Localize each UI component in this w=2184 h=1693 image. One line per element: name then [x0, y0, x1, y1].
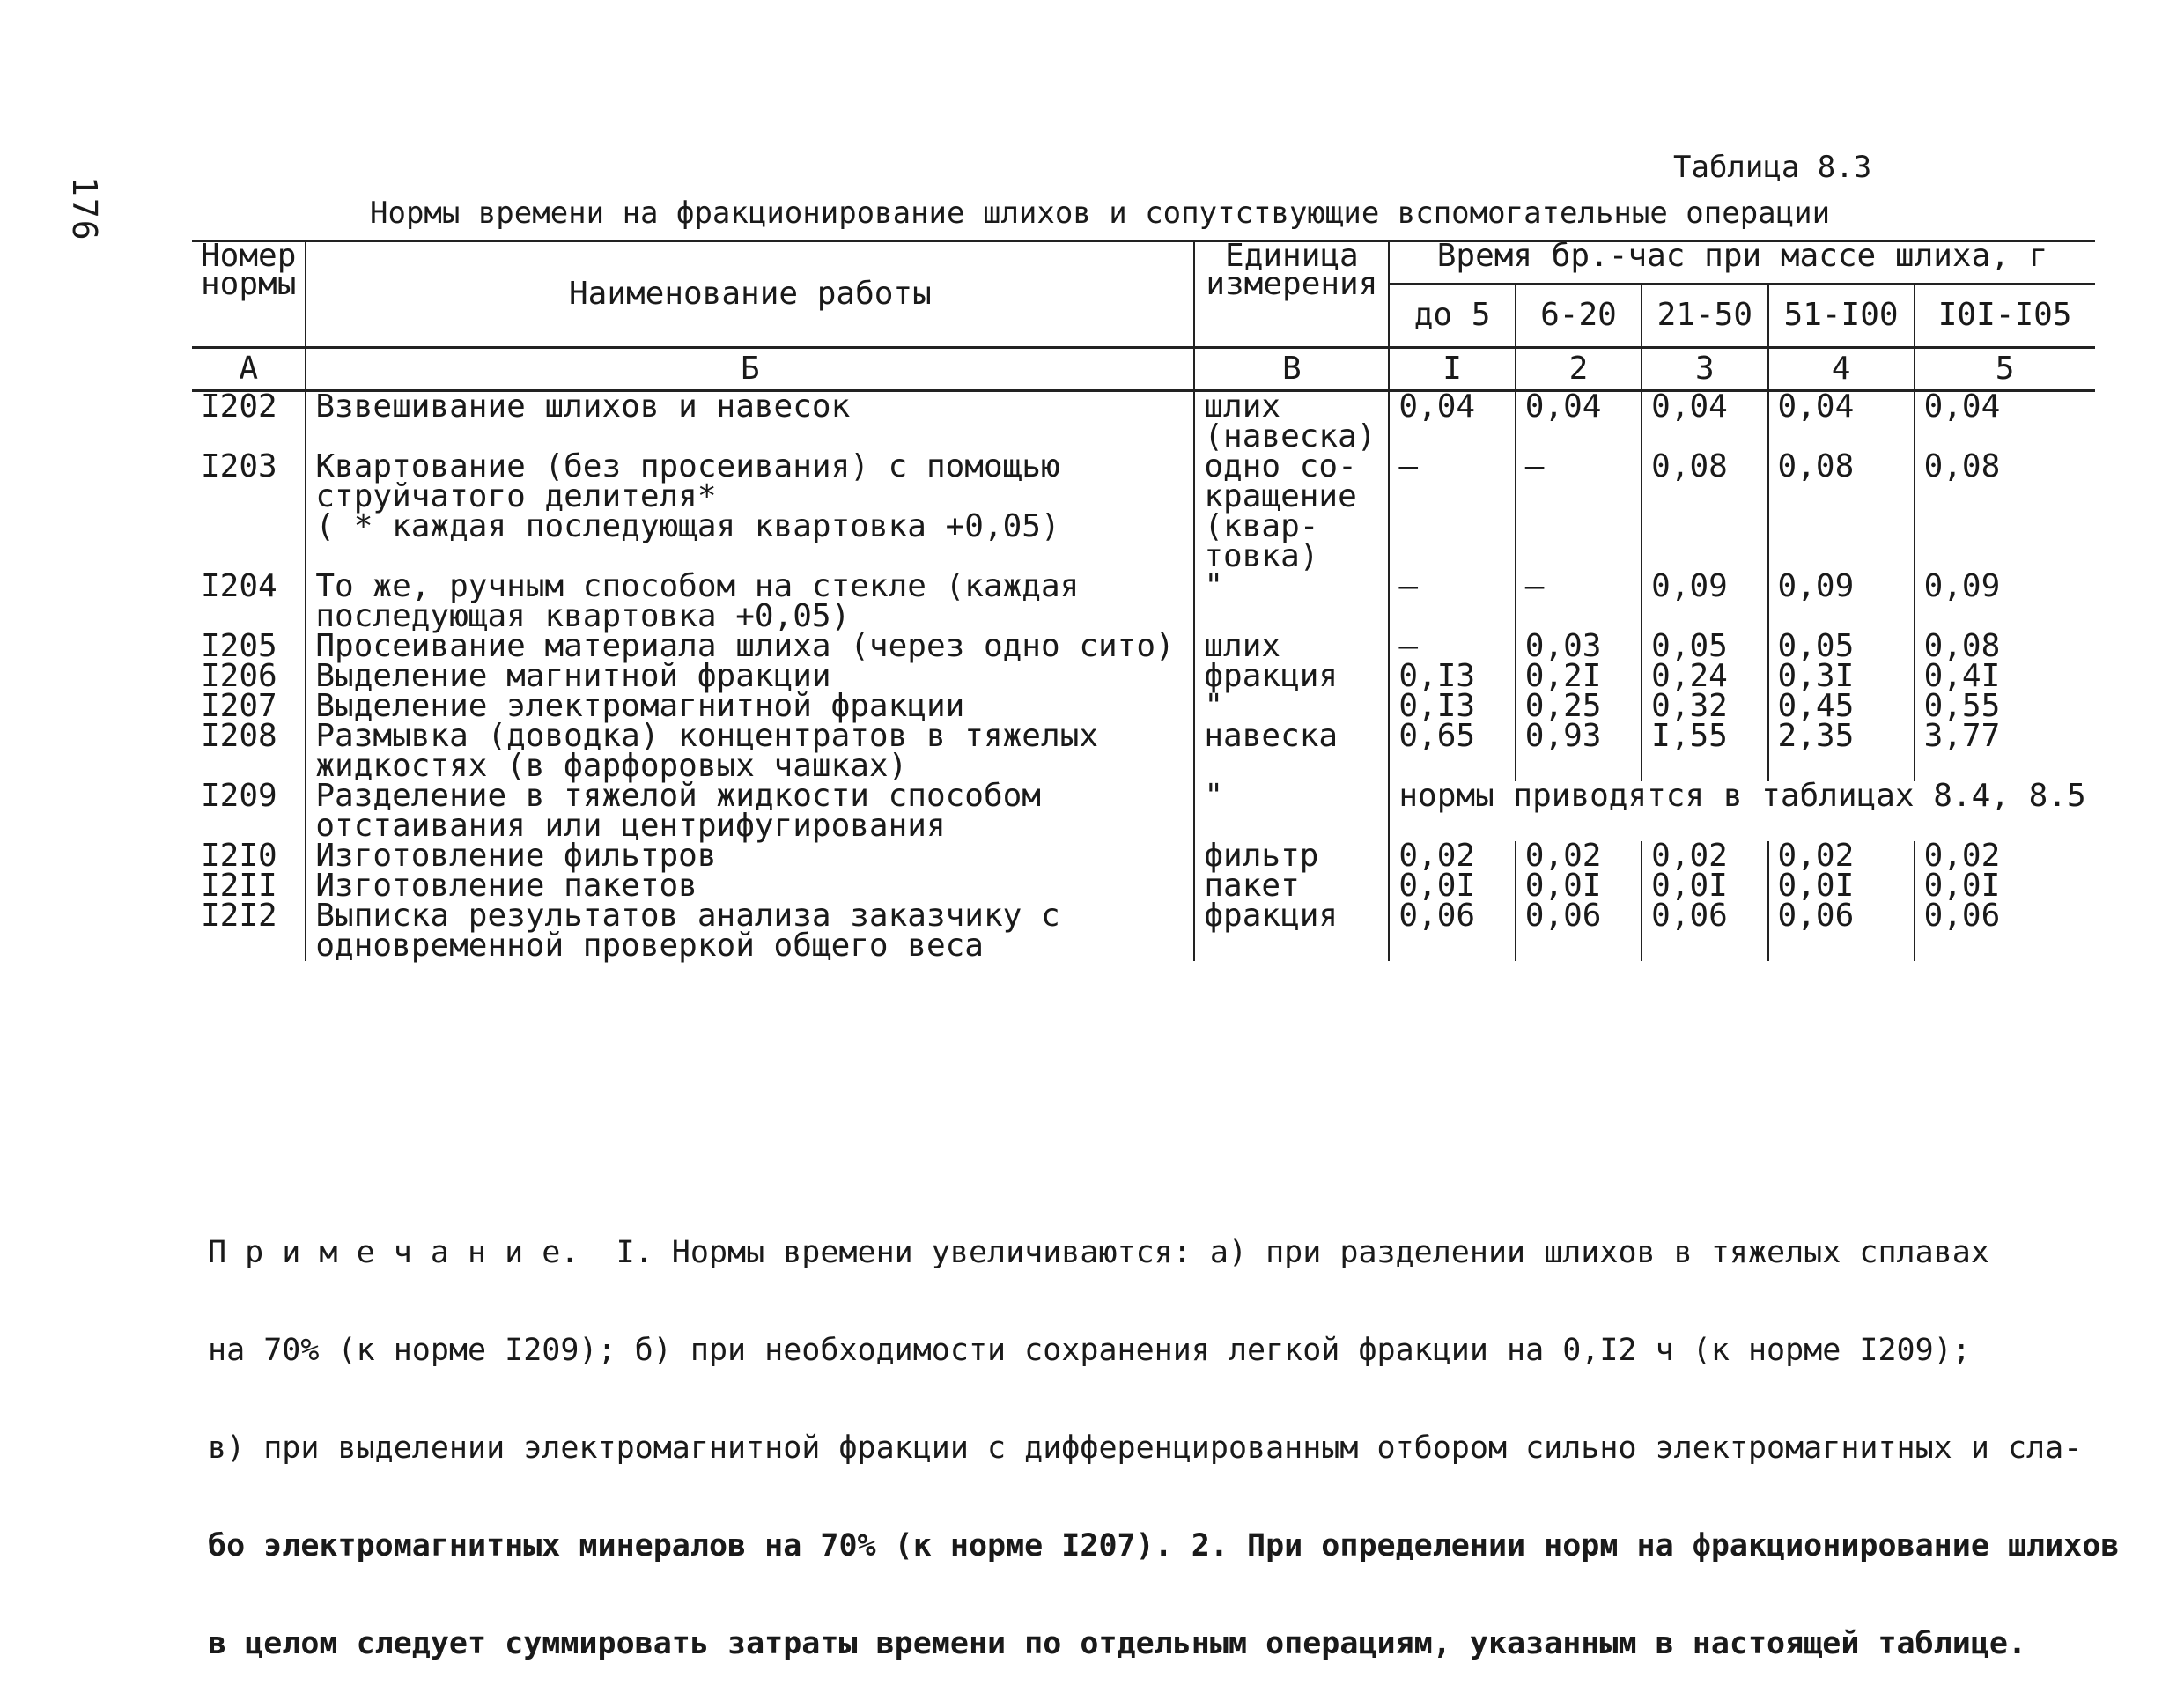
time-value: 0,4I [1923, 658, 2001, 694]
norm-number: I2II [192, 871, 306, 901]
work-name-line: Изготовление пакетов [315, 868, 697, 904]
work-name [306, 388, 1194, 453]
time-value: 0,I3 [1389, 662, 1515, 691]
time-value: 0,04 [1389, 391, 1515, 453]
work-name [306, 718, 1194, 784]
table-row [192, 901, 2095, 961]
time-value: 0,06 [1642, 901, 1767, 961]
time-value: 0,02 [1516, 841, 1642, 871]
note-line: бо электромагнитных минералов на 70% (к норме I207). 2. При определении норм на фракционирование шлихов [208, 1528, 2120, 1564]
work-name-line: Выделение магнитной фракции [315, 658, 831, 694]
time-value: 0,0I [1923, 868, 2001, 904]
time-value: 0,2I [1516, 662, 1642, 691]
norm-number: I206 [192, 662, 306, 691]
table-row [192, 841, 2095, 871]
time-value: 0,04 [1642, 391, 1767, 453]
work-name [306, 628, 1194, 664]
time-value: 0,25 [1516, 691, 1642, 721]
header-mass-range: 6-20 [1516, 284, 1642, 348]
unit [1194, 388, 1389, 455]
time-value: 0,09 [1768, 572, 1915, 632]
unit-line: шлих [1204, 388, 1281, 425]
norm-number: I207 [192, 691, 306, 721]
work-name-line: Просеивание материала шлиха (через одно сито) [315, 628, 1175, 664]
work-name [306, 688, 1194, 724]
norm-number: I204 [192, 572, 306, 632]
work-name-line: Квартование (без просеивания) с помощью [315, 448, 1060, 484]
work-name-line: жидкостях (в фарфоровых чашках) [315, 748, 908, 784]
header-letter: Б [306, 348, 1194, 391]
page-number: 176 [65, 176, 104, 242]
work-name [306, 448, 1194, 572]
unit-line: фракция [1204, 898, 1339, 934]
header-letter: I [1389, 348, 1515, 391]
time-value: 0,04 [1516, 391, 1642, 453]
time-value: 0,08 [1923, 628, 2001, 664]
unit-line: (квар- [1204, 508, 1319, 544]
norm-number: I209 [192, 781, 306, 841]
time-value: – [1389, 452, 1515, 572]
time-value: 0,09 [1923, 568, 2001, 604]
time-value: 0,02 [1642, 841, 1767, 871]
note-line: в) при выделении электромагнитной фракции с дифференцированным отбором сильно электромагнитных и сла- [208, 1431, 2083, 1466]
unit-line: пакет [1204, 868, 1300, 904]
unit-line: одно со- [1204, 448, 1357, 484]
time-value: 0,24 [1642, 662, 1767, 691]
time-value: 0,0I [1516, 871, 1642, 901]
unit-line: " [1204, 568, 1224, 604]
unit-line: фракция [1204, 658, 1339, 694]
norm-number: I202 [192, 391, 306, 453]
norm-number: I203 [192, 452, 306, 572]
time-value: – [1516, 572, 1642, 632]
work-name-line: ( * каждая последующая квартовка +0,05) [315, 508, 1060, 544]
unit-line: кращение [1204, 478, 1357, 514]
unit [1194, 778, 1389, 841]
time-value: 0,06 [1768, 901, 1915, 961]
time-value: 0,0I [1389, 871, 1515, 901]
unit [1194, 658, 1389, 694]
header-mass-range: 51-I00 [1768, 284, 1915, 348]
time-value: 0,0I [1642, 871, 1767, 901]
time-value: I,55 [1642, 721, 1767, 781]
table-row [192, 391, 2095, 453]
unit [1194, 838, 1389, 874]
time-value: 0,45 [1768, 691, 1915, 721]
table-row [192, 721, 2095, 781]
work-name [306, 868, 1194, 904]
norm-number: I2I0 [192, 841, 306, 871]
note-line: на 70% (к норме I209); б) при необходимости сохранения легкой фракции на 0,I2 ч (к норме I209); [208, 1333, 1971, 1368]
time-value: 0,55 [1923, 688, 2001, 724]
time-value: 0,08 [1923, 448, 2001, 484]
header-time-group: Время бр.-час при массе шлиха, г [1389, 241, 2094, 285]
time-value: 0,03 [1516, 632, 1642, 662]
unit-line: фильтр [1204, 838, 1319, 874]
unit [1194, 688, 1389, 724]
header-letter: 3 [1642, 348, 1767, 391]
work-name [306, 658, 1194, 694]
unit [1194, 568, 1389, 632]
norm-number: I208 [192, 721, 306, 781]
work-name [306, 838, 1194, 874]
work-name [306, 898, 1194, 964]
time-value: 0,0I [1768, 871, 1915, 901]
work-name-line: последующая квартовка +0,05) [315, 598, 851, 634]
work-name-line: Выделение электромагнитной фракции [315, 688, 965, 724]
time-value: 0,08 [1768, 452, 1915, 572]
table-row [192, 452, 2095, 572]
work-name-line: То же, ручным способом на стекле (каждая [315, 568, 1080, 604]
work-name-line: струйчатого делителя* [315, 478, 717, 514]
header-letter: В [1194, 348, 1389, 391]
table-row [192, 572, 2095, 632]
header-norm-number: Номер нормы [192, 241, 306, 348]
unit-line: " [1204, 778, 1224, 814]
unit-line: навеска [1204, 718, 1339, 754]
table-title: Нормы времени на фракционирование шлихов и сопутствующие вспомогательные операции [370, 196, 1831, 231]
unit-line: товка) [1204, 538, 1319, 574]
time-value: 0,02 [1768, 841, 1915, 871]
time-value: 0,06 [1516, 901, 1642, 961]
header-letter: 2 [1516, 348, 1642, 391]
header-mass-range: 21-50 [1642, 284, 1767, 348]
time-value: 0,I3 [1389, 691, 1515, 721]
header-letter: 5 [1915, 348, 2095, 391]
time-value: 0,06 [1923, 898, 2001, 934]
unit-line: шлих [1204, 628, 1281, 664]
work-name-line: Изготовление фильтров [315, 838, 717, 874]
time-value: 0,02 [1389, 841, 1515, 871]
unit [1194, 628, 1389, 664]
unit [1194, 448, 1389, 574]
time-value: 0,93 [1516, 721, 1642, 781]
work-name [306, 568, 1194, 634]
table-row [192, 632, 2095, 662]
work-name-line: Взвешивание шлихов и навесок [315, 388, 851, 425]
time-value: 0,04 [1923, 388, 2001, 425]
table-row [192, 871, 2095, 901]
time-value: 2,35 [1768, 721, 1915, 781]
work-name-line: Размывка (доводка) концентратов в тяжелых [315, 718, 1099, 754]
note-line: в целом следует суммировать затраты времени по отдельным операциям, указанным в настоящей таблице. [208, 1626, 2027, 1661]
time-value: – [1516, 452, 1642, 572]
time-value: 0,04 [1768, 391, 1915, 453]
norm-number: I2I2 [192, 901, 306, 961]
header-mass-range: до 5 [1389, 284, 1515, 348]
work-name-line: отстаивания или центрифугирования [315, 808, 946, 844]
time-value: 3,77 [1923, 718, 2001, 754]
work-name-line: Выписка результатов анализа заказчику с [315, 898, 1060, 934]
header-work-name: Наименование работы [306, 241, 1194, 348]
time-value: 0,08 [1642, 452, 1767, 572]
header-mass-range: I0I-I05 [1937, 297, 2072, 333]
unit [1194, 718, 1389, 781]
time-value: 0,05 [1642, 632, 1767, 662]
table-note [208, 1172, 2120, 1693]
unit-line: (навеска) [1204, 418, 1376, 455]
header-unit: Единица измерения [1194, 241, 1389, 348]
time-value: 0,05 [1768, 632, 1915, 662]
norms-table [192, 238, 2095, 964]
time-value: 0,3I [1768, 662, 1915, 691]
work-name [306, 778, 1194, 844]
time-value: 0,02 [1923, 838, 2001, 874]
table-row [192, 662, 2095, 691]
time-value: 0,09 [1642, 572, 1767, 632]
time-value: – [1389, 572, 1515, 632]
norm-number: I205 [192, 632, 306, 662]
note-line: П р и м е ч а н и е. I. Нормы времени увеличиваются: а) при разделении шлихов в тяжелых сплавах [208, 1235, 1989, 1270]
work-name-line: одновременной проверкой общего веса [315, 928, 984, 964]
header-letter: 4 [1768, 348, 1915, 391]
time-value: – [1389, 632, 1515, 662]
time-value: 0,32 [1642, 691, 1767, 721]
merged-note-cell: нормы приводятся в таблицах 8.4, 8.5 [1398, 778, 2086, 814]
unit [1194, 898, 1389, 961]
table-row [192, 691, 2095, 721]
time-value: 0,06 [1389, 901, 1515, 961]
header-letter: А [192, 348, 306, 391]
time-value: 0,65 [1389, 721, 1515, 781]
table-label: Таблица 8.3 [1673, 150, 1872, 185]
unit-line: " [1204, 688, 1224, 724]
table-row [192, 781, 2095, 841]
work-name-line: Разделение в тяжелой жидкости способом [315, 778, 1041, 814]
unit [1194, 868, 1389, 904]
